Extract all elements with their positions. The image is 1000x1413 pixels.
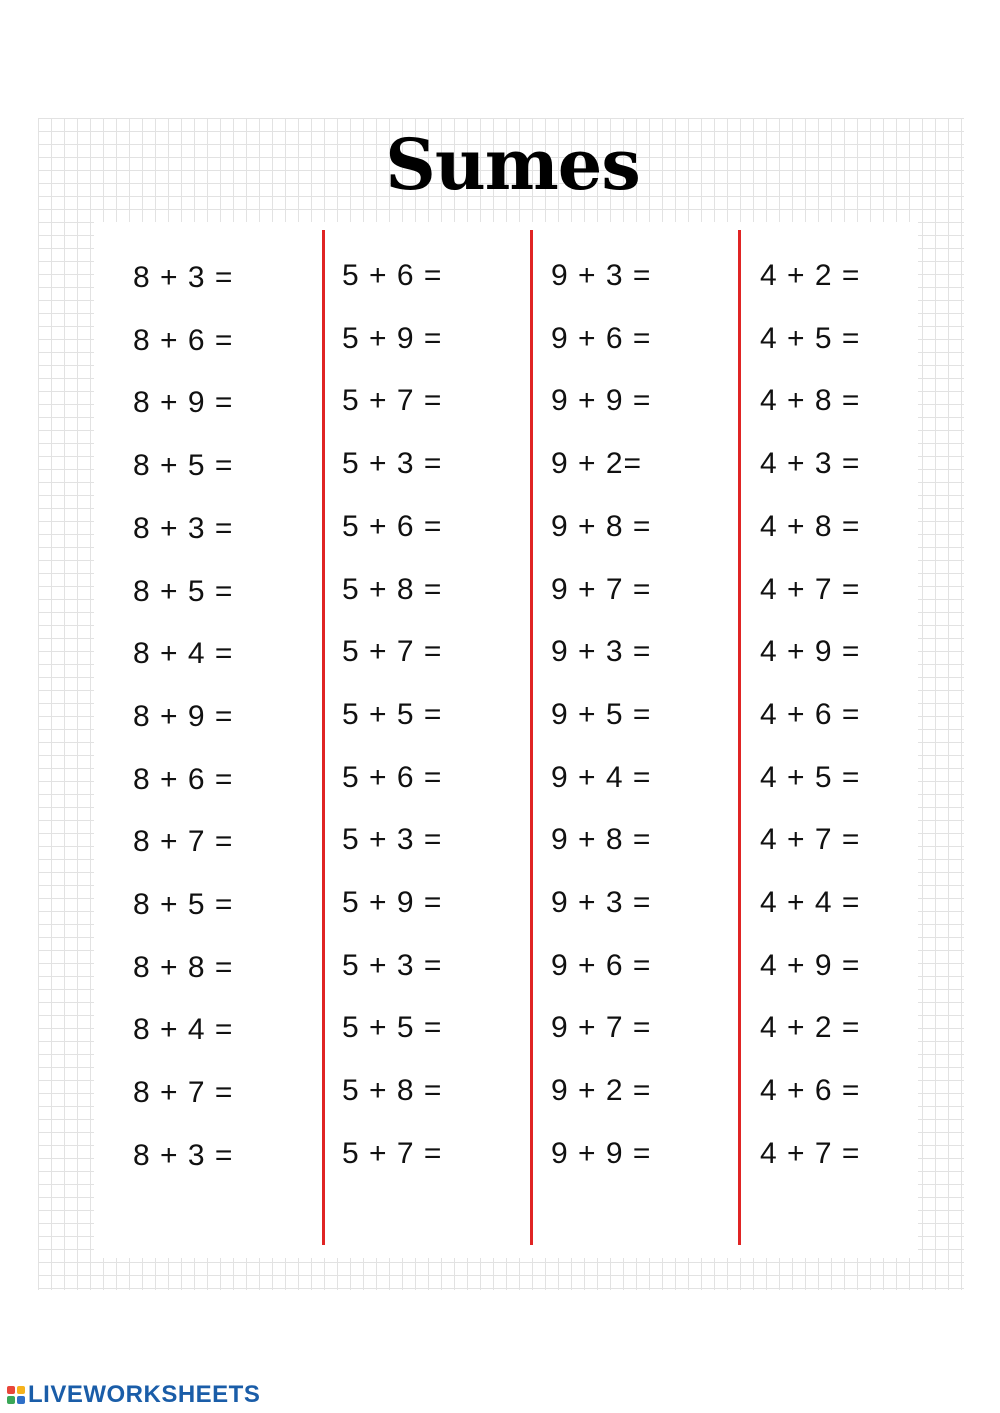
logo-square-blue [17,1396,25,1404]
sum-problem: 9 + 9 = [551,1136,652,1170]
column-divider-1 [322,230,325,1245]
sum-problem: 8 + 6 = [133,323,234,357]
sum-problem: 5 + 8 = [342,572,443,606]
sum-problem: 4 + 9 = [760,635,861,669]
sum-problem: 5 + 5 = [342,697,443,731]
sum-problem: 4 + 5 = [760,760,861,794]
sum-problem: 5 + 6 = [342,760,443,794]
sum-problem: 8 + 6 = [133,762,234,796]
sum-problem: 9 + 6 = [551,321,652,355]
sum-problem: 8 + 4 = [133,1013,234,1047]
column-divider-3 [738,230,741,1245]
liveworksheets-logo-icon [6,1385,26,1405]
sum-problem: 5 + 3 = [342,823,443,857]
sum-problem: 4 + 2 = [760,1011,861,1045]
sum-problem: 4 + 7 = [760,572,861,606]
sum-problem: 9 + 2= [551,447,643,481]
sum-problem: 9 + 7 = [551,572,652,606]
sum-problem: 8 + 3 = [133,511,234,545]
sum-problem: 8 + 3 = [133,1138,234,1172]
column-divider-2 [530,230,533,1245]
sum-problem: 5 + 9 = [342,321,443,355]
sum-problem: 8 + 3 = [133,261,234,294]
sum-problem: 8 + 8 = [133,950,234,984]
sum-problem: 9 + 8 = [551,509,652,543]
sum-problem: 9 + 2 = [551,1074,652,1108]
sum-problem: 9 + 7 = [551,1011,652,1045]
sum-problem: 5 + 3 = [342,948,443,982]
sum-problem: 8 + 5 = [133,449,234,483]
sum-problem: 5 + 7 = [342,635,443,669]
sum-problem: 9 + 8 = [551,823,652,857]
logo-square-red [7,1386,15,1394]
sum-problem: 9 + 9 = [551,384,652,418]
sum-problem: 4 + 7 = [760,1136,861,1170]
sum-problem: 5 + 9 = [342,886,443,919]
sum-problem: 9 + 3 = [551,635,652,669]
sum-problem: 4 + 8 = [760,384,861,418]
sum-problem: 4 + 2 = [760,259,861,292]
sum-problem: 4 + 3 = [760,447,861,481]
liveworksheets-logo[interactable] [6,1382,260,1408]
sum-problem: 8 + 7 = [133,825,234,859]
sum-problem: 8 + 5 = [133,574,234,608]
sum-problem: 9 + 6 = [551,948,652,982]
sum-problem: 8 + 9 = [133,699,234,733]
sum-problem: 9 + 5 = [551,697,652,731]
logo-square-green [7,1396,15,1404]
sum-problem: 5 + 8 = [342,1074,443,1108]
sum-problem: 8 + 7 = [133,1076,234,1110]
sum-problem: 8 + 4 = [133,637,234,671]
sum-problem: 4 + 5 = [760,321,861,355]
sum-problem: 9 + 3 = [551,886,652,919]
logo-square-yellow [17,1386,25,1394]
sum-problem: 5 + 3 = [342,447,443,481]
worksheet-title: Sumes [385,123,640,206]
sum-problem: 4 + 6 = [760,697,861,731]
sum-problem: 4 + 4 = [760,886,861,919]
sum-problem: 5 + 5 = [342,1011,443,1045]
sum-problem: 8 + 9 = [133,386,234,420]
liveworksheets-brand-text: LIVEWORKSHEETS [28,1381,261,1408]
sum-problem: 9 + 4 = [551,760,652,794]
sum-problem: 4 + 8 = [760,509,861,543]
sum-problem: 5 + 7 = [342,1136,443,1170]
sum-problem: 4 + 6 = [760,1074,861,1108]
sum-problem: 4 + 7 = [760,823,861,857]
sum-problem: 9 + 3 = [551,259,652,292]
sum-problem: 5 + 6 = [342,259,443,292]
sum-problem: 5 + 7 = [342,384,443,418]
sum-problem: 5 + 6 = [342,509,443,543]
sum-problem: 8 + 5 = [133,888,234,921]
sum-problem: 4 + 9 = [760,948,861,982]
